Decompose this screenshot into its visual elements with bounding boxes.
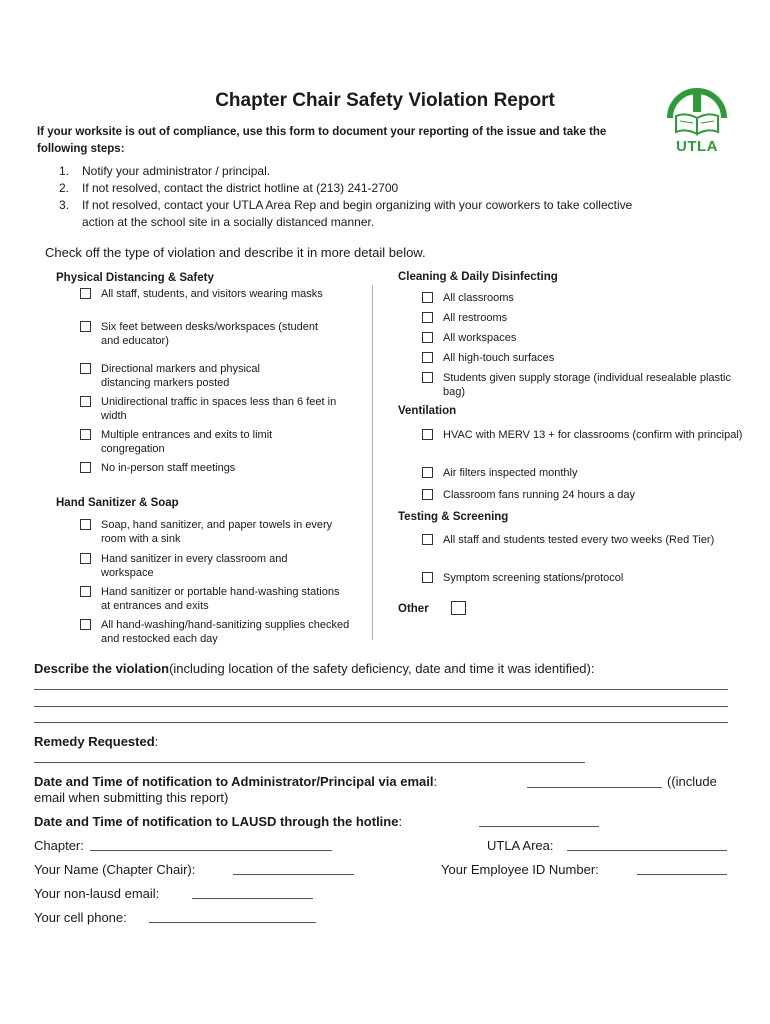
checkbox-label: Classroom fans running 24 hours a day [443,489,635,501]
remedy-line[interactable] [34,762,585,763]
describe-violation-label: Describe the violation(including location of the safety deficiency, date and time it was identified): [34,661,595,676]
checkbox-unidirectional-traffic[interactable] [80,396,91,407]
section-heading-sanitizer: Hand Sanitizer & Soap [56,497,179,509]
checkbox-high-touch-surfaces[interactable] [422,352,433,363]
cell-phone-label: Your cell phone: [34,910,127,925]
chapter-label: Chapter: [34,838,84,853]
remedy-label: Remedy Requested: [34,734,159,749]
steps-list [59,163,662,231]
checkbox-label: Symptom screening stations/protocol [443,572,624,584]
section-heading-physical: Physical Distancing & Safety [56,272,214,284]
section-heading-testing: Testing & Screening [398,511,509,523]
checkbox-hvac-merv[interactable] [422,429,433,440]
checkbox-all-restrooms[interactable] [422,312,433,323]
describe-line-1[interactable] [34,689,728,690]
intro-text: If your worksite is out of compliance, use this form to document your reporting of the issue and take the following steps: [37,126,607,155]
checkbox-label: HVAC with MERV 13 + for classrooms (confirm with principal) [443,429,743,441]
describe-line-2[interactable] [34,706,728,707]
checkbox-label: All staff and students tested every two weeks (Red Tier) [443,534,715,546]
section-heading-cleaning: Cleaning & Daily Disinfecting [398,271,558,283]
employee-id-line[interactable] [637,874,727,875]
page-title: Chapter Chair Safety Violation Report [215,90,555,111]
checkbox-sanitizer-classroom[interactable] [80,553,91,564]
section-heading-ventilation: Ventilation [398,405,457,417]
checkbox-directional-markers[interactable] [80,363,91,374]
checkbox-label: All high-touch surfaces [443,352,555,364]
your-name-label: Your Name (Chapter Chair): [34,862,196,877]
checkbox-no-staff-meetings[interactable] [80,462,91,473]
utla-area-line[interactable] [567,850,727,851]
checkbox-label: Unidirectional traffic in spaces less than 6 feet in width [101,396,337,422]
checkbox-label: Directional markers and physical distancing markers posted [101,363,260,389]
admin-email-line[interactable] [527,787,662,788]
checkbox-label: Hand sanitizer in every classroom and workspace [101,553,288,579]
checkbox-hand-washing-stations[interactable] [80,586,91,597]
step-item: 3. If not resolved, contact your UTLA Area Rep and begin organizing with your coworkers to take collective action at the school site in a socially distanced manner. [59,198,633,229]
step-item: 1. Notify your administrator / principal. [59,164,271,178]
checkbox-label: All restrooms [443,312,508,324]
checkbox-label: Six feet between desks/workspaces (student and educator) [101,321,319,347]
checkbox-label: Soap, hand sanitizer, and paper towels in every room with a sink [101,519,333,545]
checkbox-label: Hand sanitizer or portable hand-washing stations at entrances and exits [101,586,340,612]
checkbox-symptom-screening[interactable] [422,572,433,583]
utla-area-label: UTLA Area: [487,838,554,853]
column-divider [372,285,373,640]
checkbox-label: All classrooms [443,292,514,304]
checkbox-multiple-entrances[interactable] [80,429,91,440]
checkbox-label: Air filters inspected monthly [443,467,578,479]
checkbox-all-classrooms[interactable] [422,292,433,303]
chapter-line[interactable] [90,850,332,851]
checkbox-all-workspaces[interactable] [422,332,433,343]
admin-email-label: Date and Time of notification to Administrator/Principal via email: [34,774,438,789]
employee-id-label: Your Employee ID Number: [441,862,599,877]
your-name-line[interactable] [233,874,354,875]
step-item: 2. If not resolved, contact the district hotline at (213) 241-2700 [59,181,399,195]
checkbox-label: No in-person staff meetings [101,462,236,474]
checkbox-soap-sanitizer[interactable] [80,519,91,530]
checkbox-label: All staff, students, and visitors wearing masks [101,288,323,300]
admin-email-suffix: ((include [667,774,717,789]
cell-phone-line[interactable] [149,922,316,923]
checkbox-label: All hand-washing/hand-sanitizing supplies checked and restocked each day [101,619,350,645]
non-lausd-email-label: Your non-lausd email: [34,886,160,901]
checkbox-label: Students given supply storage (individual resealable plastic bag) [443,372,732,398]
other-label: Other [398,603,429,615]
admin-email-note: email when submitting this report) [34,790,229,805]
describe-line-3[interactable] [34,722,728,723]
utla-logo-text: UTLA [676,138,718,155]
checkbox-air-filters[interactable] [422,467,433,478]
checkbox-label: Multiple entrances and exits to limit congregation [101,429,273,455]
checkbox-six-feet[interactable] [80,321,91,332]
checkbox-other[interactable] [451,601,466,615]
hotline-line[interactable] [479,826,599,827]
non-lausd-email-line[interactable] [192,898,313,899]
checkbox-supply-storage[interactable] [422,372,433,383]
checkbox-classroom-fans[interactable] [422,489,433,500]
checkbox-masks[interactable] [80,288,91,299]
checkbox-label: All workspaces [443,332,517,344]
checkbox-supplies-restocked[interactable] [80,619,91,630]
checkbox-testing-two-weeks[interactable] [422,534,433,545]
checkoff-instruction: Check off the type of violation and describe it in more detail below. [45,245,426,260]
hotline-label: Date and Time of notification to LAUSD through the hotline: [34,814,403,829]
